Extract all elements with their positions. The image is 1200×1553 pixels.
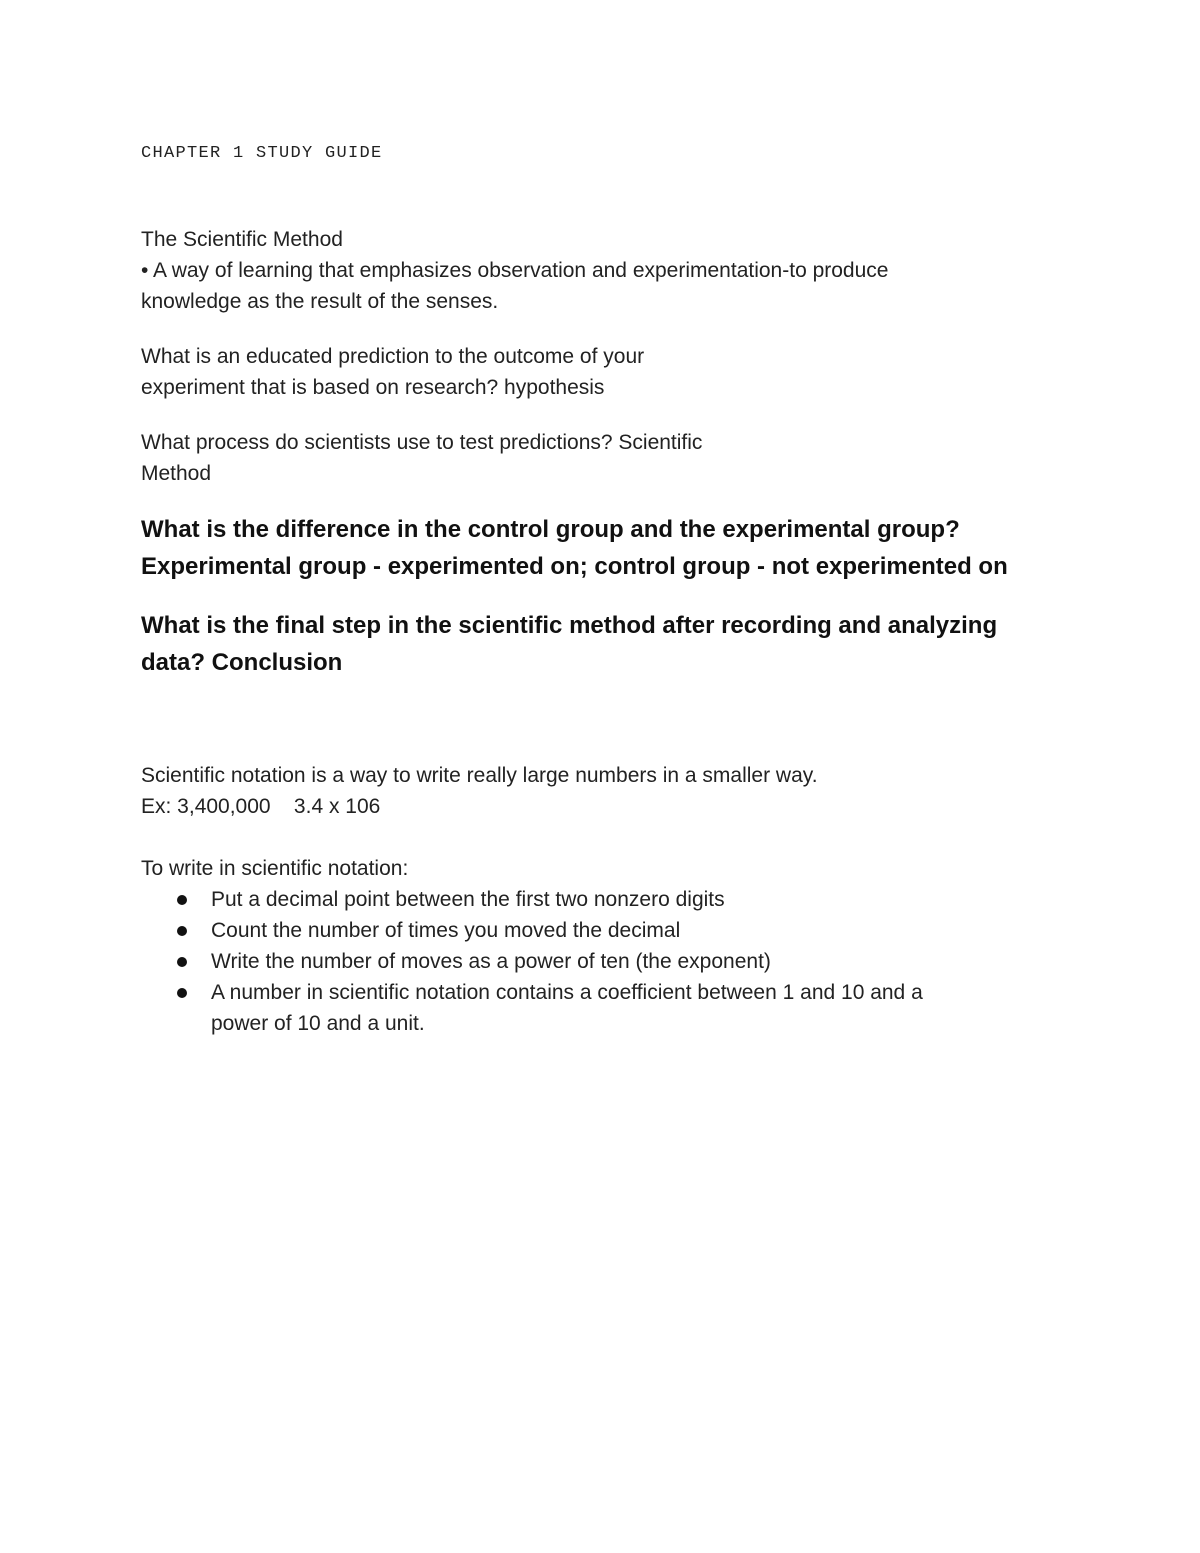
document-heading: CHAPTER 1 STUDY GUIDE [141,144,383,163]
steps-intro: To write in scientific notation: [141,857,409,880]
step-text: Write the number of moves as a power of ten (the exponent) [211,950,771,973]
step-text: Put a decimal point between the first two nonzero digits [211,888,725,911]
list-item [176,915,923,946]
notation-definition: Scientific notation is a way to write really large numbers in a smaller way. [141,764,818,787]
list-item [176,977,923,1039]
bullet-icon [177,988,187,998]
list-item [176,946,923,977]
step-text: Count the number of times you moved the decimal [211,919,681,942]
question-3-line-1: What is the difference in the control group and the experimental group? [141,516,960,543]
question-4-line-1: What is the final step in the scientific method after recording and analyzing [141,612,998,639]
question-2-line-1: What process do scientists use to test predictions? Scientific [141,431,703,454]
question-2-line-2: Method [141,462,212,485]
section-title: The Scientific Method [141,228,343,251]
list-item [176,884,923,915]
definition-line-1: • A way of learning that emphasizes observation and experimentation-to produce [141,259,889,282]
question-1-line-1: What is an educated prediction to the outcome of your [141,345,645,368]
steps-list [176,884,923,1039]
question-1-line-2: experiment that is based on research? hypothesis [141,376,605,399]
bullet-icon [177,895,187,905]
question-4-line-2: data? Conclusion [141,649,343,676]
notation-example: Ex: 3,400,000 3.4 x 106 [141,795,381,818]
question-3-line-2: Experimental group - experimented on; control group - not experimented on [141,553,1008,580]
bullet-icon [177,926,187,936]
definition-line-2: knowledge as the result of the senses. [141,290,499,313]
bullet-icon [177,957,187,967]
step-text-continued: power of 10 and a unit. [211,1012,425,1035]
step-text: A number in scientific notation contains a coefficient between 1 and 10 and a [211,981,923,1004]
